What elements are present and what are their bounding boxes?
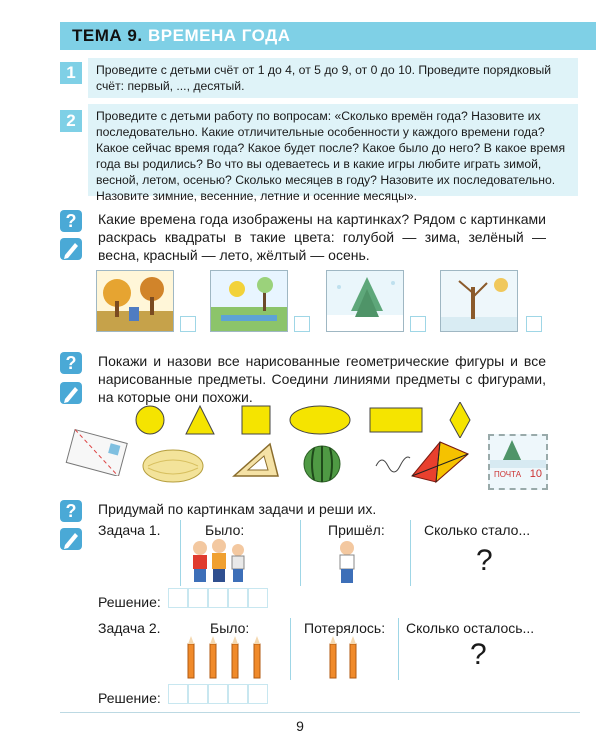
solution-box[interactable] bbox=[188, 684, 208, 704]
late-autumn-picture bbox=[440, 270, 518, 332]
yellow-circle bbox=[136, 406, 164, 434]
task-number-2: 2 bbox=[60, 110, 82, 132]
question-mark-1: ? bbox=[476, 544, 493, 577]
topic-title: ВРЕМЕНА ГОДА bbox=[148, 26, 291, 45]
divider-line bbox=[290, 618, 291, 680]
yellow-triangle bbox=[186, 406, 214, 434]
boy-picture bbox=[334, 540, 360, 584]
solution-box[interactable] bbox=[228, 588, 248, 608]
two-pencils-picture bbox=[326, 636, 362, 680]
color-square-late-autumn[interactable] bbox=[526, 316, 542, 332]
solution-box[interactable] bbox=[208, 684, 228, 704]
pencil-icon bbox=[60, 238, 82, 260]
spring-picture bbox=[210, 270, 288, 332]
triangle-ruler-picture bbox=[230, 440, 282, 480]
problem-1-was: Было: bbox=[205, 522, 245, 538]
postage-stamp-picture bbox=[488, 434, 548, 490]
topic-number: ТЕМА 9. bbox=[72, 26, 143, 45]
yellow-rectangle bbox=[370, 408, 422, 432]
solution-box[interactable] bbox=[228, 684, 248, 704]
teacher-task-2: Проведите с детьми работу по вопросам: «Сколько времён года? Назовите их последовательно. Какие отличительные особенности у каждого времени года? Какое сейчас время года? Какое будет после? Какое было до него? В какое время года вы родились? Во что вы одеваетесь и в какие игры любите играть зимой, весной, летом, осенью? Сколько месяцев в году? Назовите их последовательно. Назовите зимние, весенние, летние и осенние месяцы». bbox=[88, 104, 578, 196]
autumn-picture bbox=[96, 270, 174, 332]
divider-line bbox=[410, 520, 411, 586]
solution-box[interactable] bbox=[188, 588, 208, 608]
problem-2-result: Сколько осталось... bbox=[406, 620, 535, 636]
winter-picture bbox=[326, 270, 404, 332]
pencil-icon bbox=[60, 382, 82, 404]
solution-label-1: Решение: bbox=[98, 594, 161, 610]
exercise-1-text: Какие времена года изображены на картинках? Рядом с картинками раскрась квадраты в такие цвета: голубой — зима, зелёный — весна, красный — лето, жёлтый — осень. bbox=[98, 211, 546, 263]
task-number-1: 1 bbox=[60, 62, 82, 84]
problem-2-lost: Потерялось: bbox=[304, 620, 386, 636]
problem-2-label: Задача 2. bbox=[98, 620, 161, 636]
solution-box[interactable] bbox=[168, 684, 188, 704]
envelope-picture bbox=[64, 428, 130, 476]
melon-picture bbox=[140, 446, 206, 486]
solution-box[interactable] bbox=[208, 588, 228, 608]
color-square-autumn[interactable] bbox=[180, 316, 196, 332]
stamp-value: 10 bbox=[529, 468, 542, 480]
yellow-rhombus bbox=[450, 402, 470, 438]
exercise-2-text: Покажи и назови все нарисованные геометрические фигуры и все нарисованные предметы. Соедини линиями предметы с фигурами, на которые они похожи. bbox=[98, 353, 546, 405]
kite-picture bbox=[408, 438, 472, 484]
question-icon: ? bbox=[60, 500, 82, 522]
solution-box[interactable] bbox=[248, 588, 268, 608]
problem-1-result: Сколько стало... bbox=[424, 522, 531, 538]
kite-string-picture bbox=[372, 448, 412, 482]
yellow-square bbox=[242, 406, 270, 434]
solution-box[interactable] bbox=[248, 684, 268, 704]
solution-box[interactable] bbox=[168, 588, 188, 608]
color-square-winter[interactable] bbox=[410, 316, 426, 332]
teacher-task-1: Проведите с детьми счёт от 1 до 4, от 5 до 9, от 0 до 10. Проведите порядковый счёт: первый, ..., десятый. bbox=[88, 58, 578, 98]
stamp-label: ПОЧТА bbox=[494, 470, 522, 479]
footer-divider bbox=[60, 712, 580, 713]
problem-2-was: Было: bbox=[210, 620, 250, 636]
pencil-icon bbox=[60, 528, 82, 550]
problem-1-came: Пришёл: bbox=[328, 522, 385, 538]
divider-line bbox=[180, 520, 181, 586]
topic-header bbox=[60, 22, 596, 50]
yellow-oval bbox=[290, 406, 350, 434]
problem-1-label: Задача 1. bbox=[98, 522, 161, 538]
three-boys-picture bbox=[186, 538, 252, 584]
color-square-spring[interactable] bbox=[294, 316, 310, 332]
divider-line bbox=[300, 520, 301, 586]
question-mark-2: ? bbox=[470, 638, 487, 671]
solution-label-2: Решение: bbox=[98, 690, 161, 706]
geometric-shapes bbox=[130, 402, 480, 438]
exercise-3-text: Придумай по картинкам задачи и реши их. bbox=[98, 501, 377, 517]
divider-line bbox=[398, 618, 399, 680]
question-icon: ? bbox=[60, 210, 82, 232]
watermelon-picture bbox=[300, 444, 344, 484]
page-number: 9 bbox=[296, 718, 304, 734]
four-pencils-picture bbox=[184, 636, 268, 680]
question-icon: ? bbox=[60, 352, 82, 374]
